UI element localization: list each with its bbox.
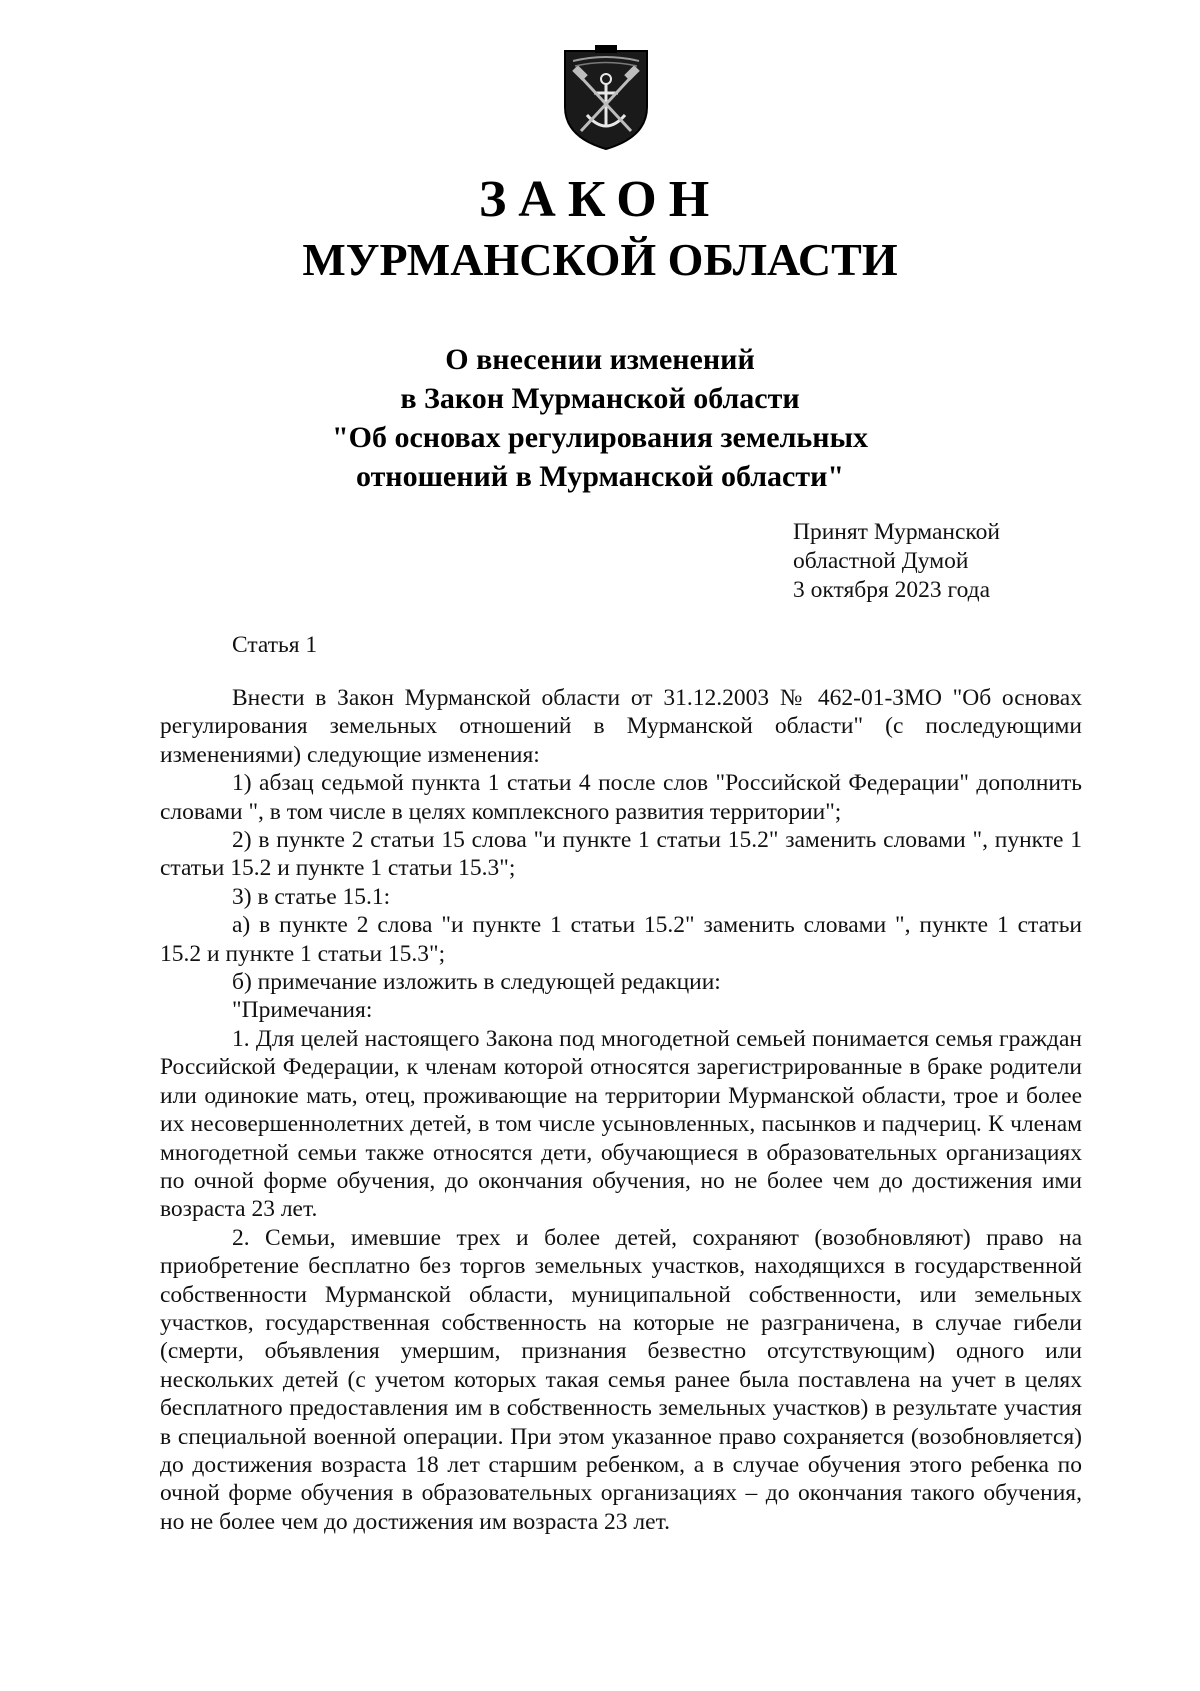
document-title-law: ЗАКОН (478, 171, 722, 228)
adoption-line: областной Думой (793, 548, 969, 574)
murmansk-region-coat-of-arms-icon (561, 45, 651, 153)
adoption-line: Принят Мурманской (793, 519, 1000, 545)
subtitle-line: отношений в Мурманской области" (355, 460, 845, 493)
article-paragraph: б) примечание изложить в следующей редакции: (232, 969, 721, 996)
subtitle-line: в Закон Мурманской области (400, 382, 800, 415)
article-paragraph: "Примечания: (232, 997, 373, 1024)
adoption-date: 3 октября 2023 года (793, 577, 991, 603)
article-heading: Статья 1 (232, 632, 318, 658)
adoption-note (793, 518, 1000, 605)
article-paragraph: 2) в пункте 2 статьи 15 слова "и пункте 1 статьи 15.2" заменить словами ", пункте 1 статьи 15.2 и пункте 1 статьи 15.3"; (160, 827, 1082, 882)
article-paragraph: 1) абзац седьмой пункта 1 статьи 4 после слов "Российской Федерации" дополнить словами ", в том числе в целях комплексного развития территории"; (160, 770, 1082, 825)
subtitle-line: "Об основах регулирования земельных (331, 421, 868, 454)
law-subtitle (0, 340, 1200, 496)
article-paragraph: 3) в статье 15.1: (232, 883, 391, 910)
article-paragraph: а) в пункте 2 слова "и пункте 1 статьи 15.2" заменить словами ", пункте 1 статьи 15.2 и пункте 1 статьи 15.3"; (160, 912, 1082, 967)
article-body (160, 684, 1082, 1536)
article-paragraph: 2. Семьи, имевшие трех и более детей, сохраняют (возобновляют) право на приобретение бесплатно без торгов земельных участков, находящихся в государственной собственности Мурманской области, муниципальной собственности, или земельных участков, государственная собственность на которые не разграничена, в случае гибели (смерти, объявления умершим, признания безвестно отсутствующим) одного или нескольких детей (с учетом которых такая семья ранее была поставлена на учет в целях бесплатного предоставления им в собственность земельных участков) в результате участия в специальной военной операции. При этом указанное право сохраняется (возобновляется) до достижения возраста 18 лет старшим ребенком, а в случае обучения этого ребенка по очной форме обучения в образовательных организациях – до окончания такого обучения, но не более чем до достижения им возраста 23 лет. (160, 1224, 1082, 1535)
article-paragraph: Внести в Закон Мурманской области от 31.12.2003 № 462-01-ЗМО "Об основах регулирования земельных отношений в Мурманской области" (с последующими изменениями) следующие изменения: (160, 685, 1082, 768)
document-title-region: МУРМАНСКОЙ ОБЛАСТИ (302, 234, 898, 285)
article-paragraph: 1. Для целей настоящего Закона под многодетной семьей понимается семья граждан Российской Федерации, к членам которой относятся зарегистрированные в браке родители или одинокие мать, отец, проживающие на территории Мурманской области, трое и более их несовершеннолетних детей, в том числе усыновленных, пасынков и падчериц. К членам многодетной семьи также относятся дети, обучающиеся в образовательных организациях по очной форме обучения, до окончания обучения, но не более чем до достижения ими возраста 23 лет. (160, 1025, 1082, 1223)
subtitle-line: О внесении изменений (445, 343, 755, 376)
